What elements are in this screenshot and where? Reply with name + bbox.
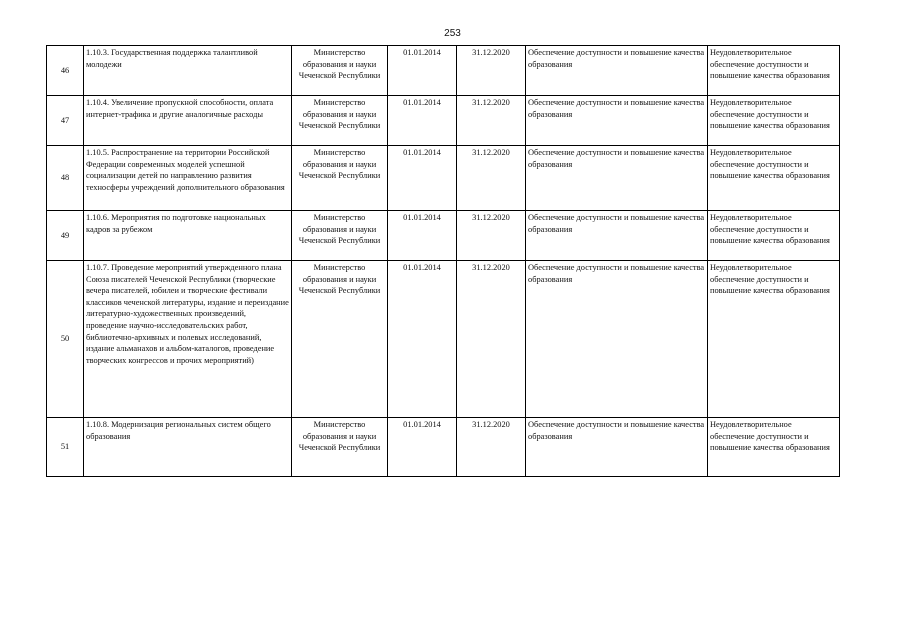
executor-text: Министерство образования и науки Чеченской Республики bbox=[298, 213, 381, 246]
row-number: 47 bbox=[47, 96, 84, 146]
consequence-cell bbox=[708, 46, 840, 96]
consequence-text: Неудовлетворительное обеспечение доступности и повышение качества образования bbox=[710, 420, 830, 453]
executor-text: Министерство образования и науки Чеченской Республики bbox=[298, 98, 381, 131]
end-date-cell: 31.12.2020 bbox=[457, 96, 526, 146]
table-row bbox=[47, 96, 840, 146]
activity-text: 1.10.8. Модернизация региональных систем общего образования bbox=[86, 420, 271, 441]
consequence-cell bbox=[708, 96, 840, 146]
start-date-cell: 01.01.2014 bbox=[388, 146, 457, 211]
activity-cell bbox=[84, 46, 292, 96]
result-cell bbox=[526, 418, 708, 477]
table-row bbox=[47, 418, 840, 477]
start-date-cell: 01.01.2014 bbox=[388, 418, 457, 477]
consequence-cell bbox=[708, 261, 840, 418]
consequence-text: Неудовлетворительное обеспечение доступности и повышение качества образования bbox=[710, 48, 830, 81]
table-row bbox=[47, 261, 840, 418]
result-cell bbox=[526, 211, 708, 261]
activity-text: 1.10.3. Государственная поддержка талантливой молодежи bbox=[86, 48, 258, 69]
result-cell bbox=[526, 46, 708, 96]
activity-cell bbox=[84, 261, 292, 418]
table-row bbox=[47, 146, 840, 211]
consequence-text: Неудовлетворительное обеспечение доступности и повышение качества образования bbox=[710, 148, 830, 181]
start-date-cell: 01.01.2014 bbox=[388, 46, 457, 96]
consequence-cell bbox=[708, 211, 840, 261]
activity-text: 1.10.7. Проведение мероприятий утвержденного плана Союза писателей Чеченской Республики (творческие вечера писателей, юбилеи и творческие фестивали классиков чеченской литературы, издание и переиздание литературно-художественных произведений, проведение научно-исследовательских работ, библиотечно-архивных и полевых исследований, издание альманахов и альбом-каталогов, проведение творческих конгрессов и прочих мероприятий) bbox=[86, 263, 289, 365]
consequence-text: Неудовлетворительное обеспечение доступности и повышение качества образования bbox=[710, 263, 830, 296]
activity-text: 1.10.4. Увеличение пропускной способности, оплата интернет-трафика и другие аналогичные расходы bbox=[86, 98, 274, 119]
result-text: Обеспечение доступности и повышение качества образования bbox=[528, 263, 705, 284]
result-text: Обеспечение доступности и повышение качества образования bbox=[528, 148, 705, 169]
consequence-cell bbox=[708, 146, 840, 211]
end-date-cell: 31.12.2020 bbox=[457, 418, 526, 477]
result-text: Обеспечение доступности и повышение качества образования bbox=[528, 213, 705, 234]
activity-cell bbox=[84, 211, 292, 261]
result-cell bbox=[526, 96, 708, 146]
executor-cell bbox=[292, 96, 388, 146]
executor-text: Министерство образования и науки Чеченской Республики bbox=[298, 420, 381, 453]
consequence-cell bbox=[708, 418, 840, 477]
activity-cell bbox=[84, 418, 292, 477]
row-number: 46 bbox=[47, 46, 84, 96]
executor-text: Министерство образования и науки Чеченской Республики bbox=[298, 48, 381, 81]
consequence-text: Неудовлетворительное обеспечение доступности и повышение качества образования bbox=[710, 98, 830, 131]
start-date-cell: 01.01.2014 bbox=[388, 96, 457, 146]
row-number: 50 bbox=[47, 261, 84, 418]
result-text: Обеспечение доступности и повышение качества образования bbox=[528, 48, 705, 69]
result-text: Обеспечение доступности и повышение качества образования bbox=[528, 420, 705, 441]
row-number: 49 bbox=[47, 211, 84, 261]
end-date-cell: 31.12.2020 bbox=[457, 46, 526, 96]
consequence-text: Неудовлетворительное обеспечение доступности и повышение качества образования bbox=[710, 213, 830, 246]
end-date-cell: 31.12.2020 bbox=[457, 261, 526, 418]
executor-text: Министерство образования и науки Чеченской Республики bbox=[298, 148, 381, 181]
activity-cell bbox=[84, 96, 292, 146]
measures-table bbox=[46, 45, 840, 477]
row-number: 48 bbox=[47, 146, 84, 211]
executor-cell bbox=[292, 418, 388, 477]
page-number: 253 bbox=[444, 28, 461, 39]
start-date-cell: 01.01.2014 bbox=[388, 261, 457, 418]
start-date-cell: 01.01.2014 bbox=[388, 211, 457, 261]
executor-cell bbox=[292, 146, 388, 211]
executor-text: Министерство образования и науки Чеченской Республики bbox=[298, 263, 381, 296]
table-row bbox=[47, 211, 840, 261]
result-cell bbox=[526, 261, 708, 418]
executor-cell bbox=[292, 46, 388, 96]
result-cell bbox=[526, 146, 708, 211]
end-date-cell: 31.12.2020 bbox=[457, 146, 526, 211]
result-text: Обеспечение доступности и повышение качества образования bbox=[528, 98, 705, 119]
activity-text: 1.10.6. Мероприятия по подготовке национальных кадров за рубежом bbox=[86, 213, 266, 234]
activity-cell bbox=[84, 146, 292, 211]
activity-text: 1.10.5. Распространение на территории Российской Федерации современных моделей успешной социализации детей по направлению развития техносферы учреждений дополнительного образования bbox=[86, 148, 285, 192]
end-date-cell: 31.12.2020 bbox=[457, 211, 526, 261]
row-number: 51 bbox=[47, 418, 84, 477]
table-row bbox=[47, 46, 840, 96]
executor-cell bbox=[292, 211, 388, 261]
executor-cell bbox=[292, 261, 388, 418]
